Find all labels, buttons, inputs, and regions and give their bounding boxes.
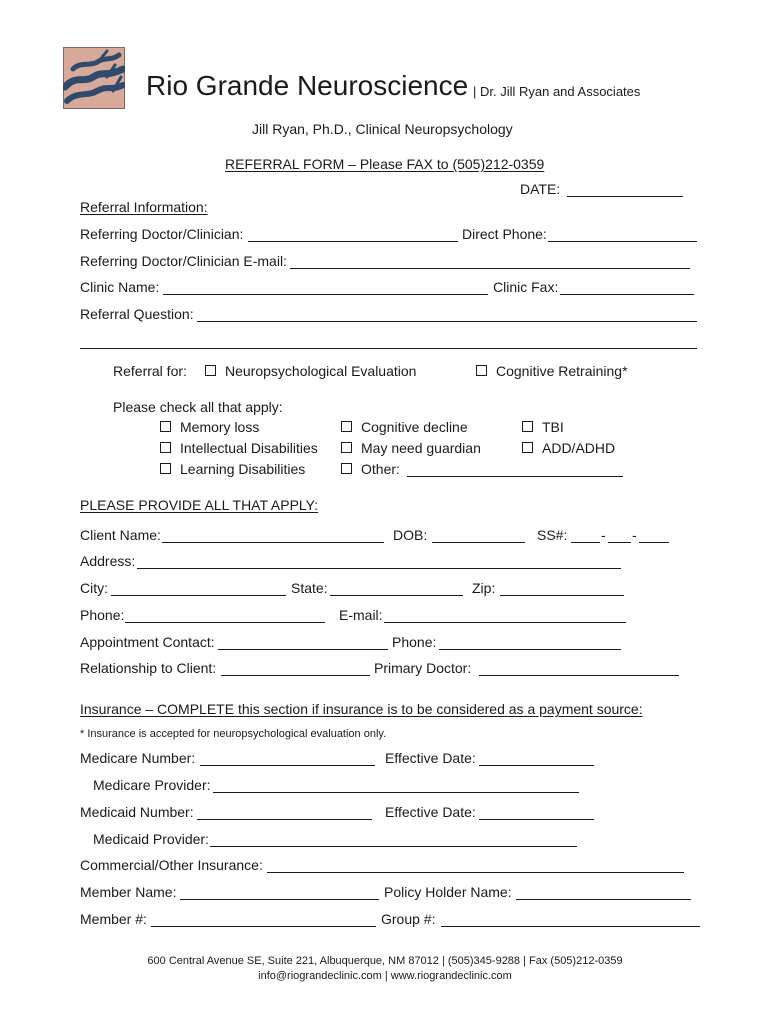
phone-field[interactable] <box>125 622 325 623</box>
referral-section-label: Referral Information: <box>80 199 208 215</box>
ss-field-1[interactable] <box>571 542 600 543</box>
medicaid-provider-label: Medicaid Provider: <box>93 831 209 847</box>
city-field[interactable] <box>111 595 286 596</box>
checkbox-box[interactable] <box>341 463 352 474</box>
dob-field[interactable] <box>432 542 525 543</box>
clinic-subtitle: Jill Ryan, Ph.D., Clinical Neuropsychology <box>252 121 513 137</box>
address-field[interactable] <box>137 568 621 569</box>
referral-question-field[interactable] <box>197 321 697 322</box>
group-number-field[interactable] <box>441 926 700 927</box>
checkbox-box[interactable] <box>341 421 352 432</box>
policy-holder-label: Policy Holder Name: <box>384 884 512 900</box>
check-all-label: Please check all that apply: <box>113 399 283 415</box>
clinic-fax-label: Clinic Fax: <box>493 279 559 295</box>
checkbox-box[interactable] <box>522 421 533 432</box>
zip-field[interactable] <box>500 595 624 596</box>
checkbox-tbi[interactable] <box>522 419 564 435</box>
member-name-field[interactable] <box>180 899 379 900</box>
medicare-provider-field[interactable] <box>213 792 579 793</box>
appointment-contact-label: Appointment Contact: <box>80 634 215 650</box>
checkbox-label: Neuropsychological Evaluation <box>225 363 417 379</box>
checkbox-memory-loss[interactable] <box>160 419 259 435</box>
client-name-label: Client Name: <box>80 527 161 543</box>
policy-holder-field[interactable] <box>516 899 691 900</box>
member-number-field[interactable] <box>151 926 376 927</box>
org-subtitle: | Dr. Jill Ryan and Associates <box>473 84 641 99</box>
checkbox-box[interactable] <box>522 442 533 453</box>
referral-for-label: Referral for: <box>113 363 187 379</box>
other-condition-field[interactable] <box>407 476 623 477</box>
appointment-phone-label: Phone: <box>392 634 437 650</box>
group-number-label: Group #: <box>381 911 436 927</box>
checkbox-label: Learning Disabilities <box>180 461 306 477</box>
referring-doctor-field[interactable] <box>248 241 458 242</box>
medicare-provider-label: Medicare Provider: <box>93 777 211 793</box>
medicaid-effective-label: Effective Date: <box>385 804 476 820</box>
clinic-logo <box>63 47 125 109</box>
footer-contact: info@riograndeclinic.com | www.riograndeclinic.com <box>258 970 512 982</box>
address-label: Address: <box>80 553 136 569</box>
commercial-insurance-field[interactable] <box>267 872 684 873</box>
checkbox-learning-disabilities[interactable] <box>160 461 305 477</box>
client-email-label: E-mail: <box>339 607 383 623</box>
checkbox-box[interactable] <box>160 463 171 474</box>
checkbox-neuropsych-eval[interactable] <box>205 363 416 379</box>
referring-doctor-label: Referring Doctor/Clinician: <box>80 226 244 242</box>
checkbox-label: Cognitive Retraining* <box>496 363 628 379</box>
checkbox-cognitive-decline[interactable] <box>341 419 468 435</box>
relationship-field[interactable] <box>221 675 370 676</box>
ss-separator: - <box>601 527 606 543</box>
medicare-effective-label: Effective Date: <box>385 750 476 766</box>
medicaid-number-label: Medicaid Number: <box>80 804 194 820</box>
referring-email-field[interactable] <box>290 268 690 269</box>
org-name: Rio Grande Neuroscience <box>146 70 469 101</box>
insurance-note: * Insurance is accepted for neuropsychological evaluation only. <box>80 728 387 740</box>
checkbox-box[interactable] <box>341 442 352 453</box>
checkbox-cognitive-retraining[interactable] <box>476 363 628 379</box>
medicare-effective-field[interactable] <box>479 765 594 766</box>
medicaid-number-field[interactable] <box>197 819 372 820</box>
insurance-section-label: Insurance – COMPLETE this section if insurance is to be considered as a payment source: <box>80 701 643 717</box>
client-email-field[interactable] <box>384 622 626 623</box>
medicaid-provider-field[interactable] <box>210 846 577 847</box>
checkbox-label: ADD/ADHD <box>542 440 616 456</box>
direct-phone-field[interactable] <box>548 241 697 242</box>
medicaid-effective-field[interactable] <box>479 819 594 820</box>
dob-label: DOB: <box>393 527 428 543</box>
checkbox-intellectual-disabilities[interactable] <box>160 440 318 456</box>
referral-question-label: Referral Question: <box>80 306 194 322</box>
footer-address: 600 Central Avenue SE, Suite 221, Albuquerque, NM 87012 | (505)345-9288 | Fax (505)212-0359 <box>147 955 623 967</box>
member-number-label: Member #: <box>80 911 147 927</box>
primary-doctor-label: Primary Doctor: <box>374 660 472 676</box>
referring-email-label: Referring Doctor/Clinician E-mail: <box>80 253 287 269</box>
date-field[interactable] <box>567 196 683 197</box>
zip-label: Zip: <box>472 580 496 596</box>
direct-phone-label: Direct Phone: <box>462 226 547 242</box>
checkbox-label: Memory loss <box>180 419 260 435</box>
checkbox-box[interactable] <box>476 365 487 376</box>
ss-field-2[interactable] <box>608 542 631 543</box>
checkbox-may-need-guardian[interactable] <box>341 440 481 456</box>
checkbox-label: Cognitive decline <box>361 419 468 435</box>
clinic-fax-field[interactable] <box>560 294 694 295</box>
primary-doctor-field[interactable] <box>479 675 679 676</box>
phone-label: Phone: <box>80 607 125 623</box>
checkbox-add-adhd[interactable] <box>522 440 615 456</box>
appointment-contact-field[interactable] <box>218 649 388 650</box>
clinic-name-label: Clinic Name: <box>80 279 160 295</box>
appointment-phone-field[interactable] <box>439 649 621 650</box>
checkbox-label: May need guardian <box>361 440 481 456</box>
commercial-insurance-label: Commercial/Other Insurance: <box>80 857 263 873</box>
member-name-label: Member Name: <box>80 884 177 900</box>
checkbox-label: Intellectual Disabilities <box>180 440 318 456</box>
relationship-label: Relationship to Client: <box>80 660 217 676</box>
ss-label: SS#: <box>537 527 568 543</box>
checkbox-box[interactable] <box>160 442 171 453</box>
checkbox-label: TBI <box>542 419 564 435</box>
ss-separator: - <box>632 527 637 543</box>
city-label: City: <box>80 580 108 596</box>
referral-question-field-2[interactable] <box>80 348 697 349</box>
state-field[interactable] <box>330 595 463 596</box>
form-title: REFERRAL FORM – Please FAX to (505)212-0359 <box>225 156 545 172</box>
checkbox-box[interactable] <box>205 365 216 376</box>
checkbox-label: Other: <box>361 461 400 477</box>
checkbox-other[interactable] <box>341 461 400 477</box>
medicare-number-label: Medicare Number: <box>80 750 196 766</box>
ss-field-3[interactable] <box>639 542 669 543</box>
checkbox-box[interactable] <box>160 421 171 432</box>
clinic-name-field[interactable] <box>163 294 488 295</box>
date-label: DATE: <box>520 181 561 197</box>
state-label: State: <box>291 580 328 596</box>
client-section-label: PLEASE PROVIDE ALL THAT APPLY: <box>80 497 319 513</box>
client-name-field[interactable] <box>162 542 384 543</box>
medicare-number-field[interactable] <box>200 765 375 766</box>
